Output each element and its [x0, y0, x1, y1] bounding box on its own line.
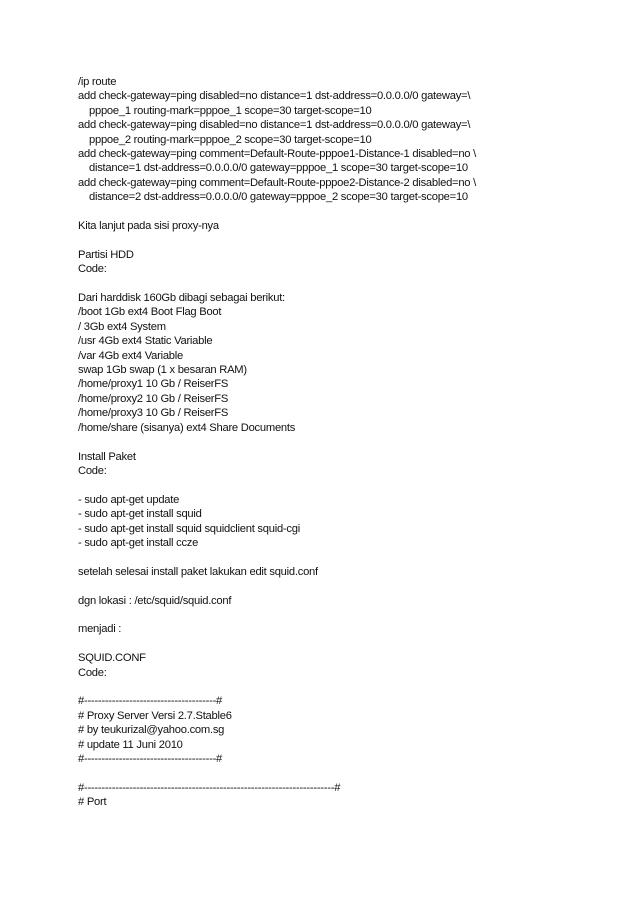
text-line: Kita lanjut pada sisi proxy-nya: [78, 220, 219, 233]
text-line: distance=2 dst-address=0.0.0.0/0 gateway=pppoe_2 scope=30 target-scope=10: [89, 191, 468, 204]
text-line: /home/proxy1 10 Gb / ReiserFS: [78, 378, 229, 391]
text-line: /usr 4Gb ext4 Static Variable: [78, 335, 213, 348]
text-line: /boot 1Gb ext4 Boot Flag Boot: [78, 306, 222, 319]
text-line: pppoe_1 routing-mark=pppoe_1 scope=30 target-scope=10: [89, 104, 372, 117]
text-line: #--------------------------------------#: [78, 752, 223, 765]
text-line: /home/proxy2 10 Gb / ReiserFS: [78, 392, 229, 405]
blank-line: [78, 435, 598, 449]
text-line: setelah selesai install paket lakukan edit squid.conf: [78, 565, 318, 578]
blank-line: [78, 205, 598, 219]
text-line: - sudo apt-get update: [78, 493, 180, 506]
text-line: - sudo apt-get install squid squidclient squid-cgi: [78, 522, 300, 535]
text-line: - sudo apt-get install ccze: [78, 536, 199, 549]
text-line: add check-gateway=ping disabled=no distance=1 dst-address=0.0.0.0/0 gateway=\: [78, 90, 471, 103]
text-line: Install Paket: [78, 450, 136, 463]
text-line: #------------------------------------------------------------------------#: [78, 781, 341, 794]
text-line: # Port: [78, 796, 107, 809]
blank-line: [78, 637, 598, 651]
text-line: /ip route: [78, 76, 117, 88]
blank-line: [78, 608, 598, 622]
text-line: # Proxy Server Versi 2.7.Stable6: [78, 709, 232, 722]
blank-line: [78, 766, 598, 780]
text-line: Code:: [78, 263, 107, 276]
document-body: [78, 75, 598, 810]
text-line: add check-gateway=ping comment=Default-Route-pppoe2-Distance-2 disabled=no \: [78, 176, 476, 189]
text-line: menjadi :: [78, 623, 122, 636]
text-line: dgn lokasi : /etc/squid/squid.conf: [78, 594, 232, 607]
text-line: /home/proxy3 10 Gb / ReiserFS: [78, 407, 229, 420]
blank-line: [78, 579, 598, 593]
text-line: Dari harddisk 160Gb dibagi sebagai berikut:: [78, 292, 285, 305]
text-line: pppoe_2 routing-mark=pppoe_2 scope=30 target-scope=10: [89, 133, 372, 146]
text-line: Code:: [78, 464, 107, 477]
text-line: - sudo apt-get install squid: [78, 508, 202, 521]
blank-line: [78, 277, 598, 291]
text-line: SQUID.CONF: [78, 652, 146, 665]
text-line: distance=1 dst-address=0.0.0.0/0 gateway=pppoe_1 scope=30 target-scope=10: [89, 162, 468, 175]
text-line: / 3Gb ext4 System: [78, 320, 166, 333]
text-line: #--------------------------------------#: [78, 695, 223, 708]
text-line: add check-gateway=ping comment=Default-Route-pppoe1-Distance-1 disabled=no \: [78, 148, 476, 161]
blank-line: [78, 478, 598, 492]
blank-line: [78, 550, 598, 564]
text-line: # update 11 Juni 2010: [78, 738, 183, 751]
blank-line: [78, 233, 598, 247]
blank-line: [78, 680, 598, 694]
text-line: /var 4Gb ext4 Variable: [78, 349, 183, 362]
text-line: # by teukurizal@yahoo.com.sg: [78, 724, 225, 737]
text-line: Partisi HDD: [78, 248, 134, 261]
text-line: swap 1Gb swap (1 x besaran RAM): [78, 364, 247, 377]
text-line: Code:: [78, 666, 107, 679]
text-line: /home/share (sisanya) ext4 Share Documents: [78, 421, 296, 434]
text-line: add check-gateway=ping disabled=no distance=1 dst-address=0.0.0.0/0 gateway=\: [78, 119, 471, 132]
